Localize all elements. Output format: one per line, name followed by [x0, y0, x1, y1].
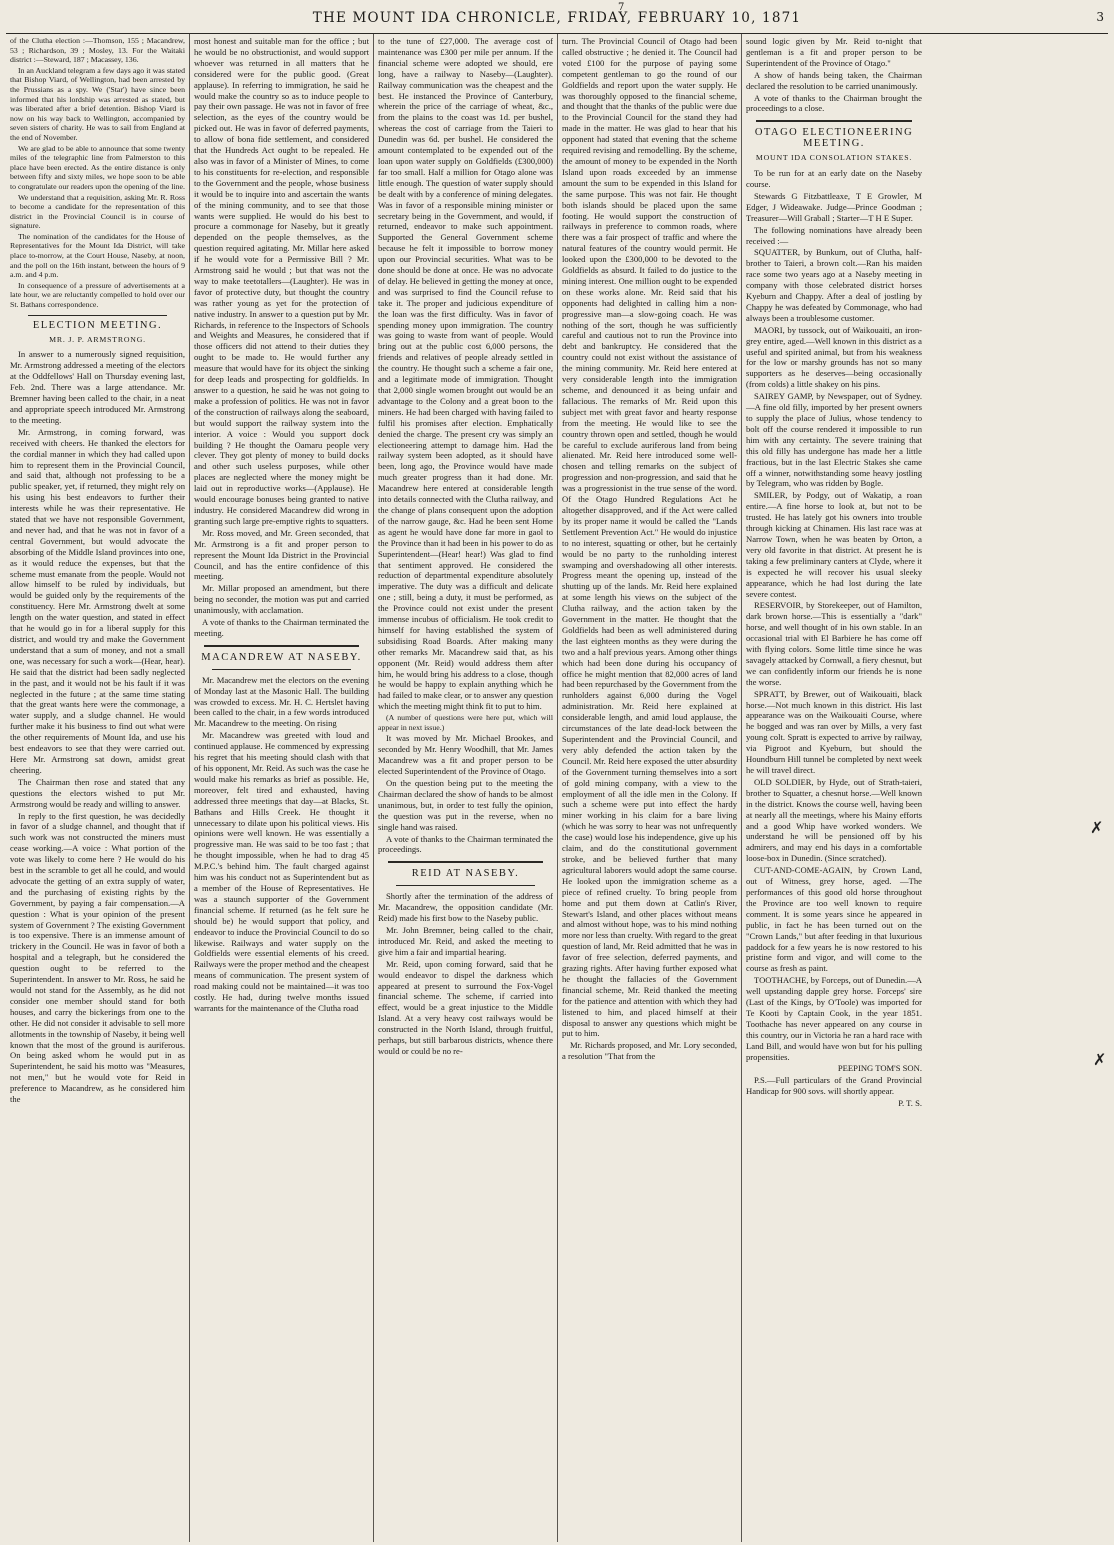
section-heading: OTAGO ELECTIONEERING MEETING.: [754, 127, 914, 150]
paragraph: A vote of thanks to the Chairman terminated the proceedings.: [378, 833, 553, 855]
divider: [396, 885, 535, 886]
divider: [756, 120, 912, 122]
paragraph: Mr. Macandrew met the electors on the evening of Monday last at the Masonic Hall. The building was crowded to excess. Mr. H. C. Hertslet having been called to the chair, in a few words introduced Mr. Macandrew to the meeting. On rising: [194, 674, 369, 729]
entry-cut-and-come-again: CUT-AND-COME-AGAIN, by Crown Land, out of Witness, grey horse, aged. —The performances of this good old horse throughout the Province are too well known to require comment. It is some years since he appeared in public, in fact he has been turned out on the "Crown Lands," but after feeding in that luxurious paddock for a few years he is now restored to his pristine form and vigor, and will come to the course as fresh as paint.: [746, 865, 922, 974]
paragraph: A vote of thanks to the Chairman terminated the meeting.: [194, 617, 369, 638]
paragraph: In an Auckland telegram a few days ago it was stated that Bishop Viard, of Wellington, had been arrested by the Prussians as a spy. We ('Star') have since been informed that his lordship was arrested as stated, but was liberated after a brief detention. Bishop Viard is now on his way back to Wellington, accompanied by seven sisters of charity. He was to sail from England at the end of November.: [10, 65, 185, 142]
paragraph: Stewards G Fitzbattleaxe, T E Growler, M Edger, J Wideawake. Judge—Prince Goodman ; Treasurer—Will Graball ; Starter—T H E Super.: [746, 190, 922, 223]
postscript: P.S.—Full particulars of the Grand Provincial Handicap for 900 sovs. will shortly appear.: [746, 1075, 922, 1097]
paragraph: It was moved by Mr. Michael Brookes, and seconded by Mr. Henry Woodhill, that Mr. James Macandrew was a fit and proper person to be elected Superintendent of the Province of Otago.: [378, 733, 553, 777]
divider: [204, 645, 359, 647]
page-number: 3: [1096, 10, 1104, 24]
column-1: [6, 34, 190, 1542]
section-heading: REID AT NASEBY.: [411, 868, 520, 880]
signature: PEEPING TOM'S SON.: [837, 1063, 922, 1074]
paragraph: The following nominations have already been received :—: [746, 224, 922, 246]
paragraph: The nomination of the candidates for the House of Representatives for the Mount Ida District, will take place to-morrow, at the Court House, Naseby, at noon, and the poll on the 16th instant, between the hours of 9 a.m. and 4 p.m.: [10, 231, 185, 280]
editorial-note: (A number of questions were here put, which will appear in next issue.): [378, 713, 553, 732]
column-3: [374, 34, 558, 1542]
entry-smiler: SMILER, by Podgy, out of Wakatip, a roan entire.—A fine horse to look at, but not to be trusted. He has lately got his owners into trouble through kicking at Chinamen. His last race was at Narrow Town, when he was beaten by Orton, a very old favorite in that district. At present he is taking a few preliminary canters at Clyde, where it is expected he will recover his usual sleeky appearance, which he had lost during the late severe contest.: [746, 490, 922, 599]
column-5: [742, 34, 926, 1542]
paragraph: most honest and suitable man for the office ; but he would be no obstructionist, and would support whoever was returned in all matters that he considered were for the public good. (Great applause). In referring to immigration, he said he would make the country so as to induce people to pay their own passage. He was not in favor of free selection, as the eyes of the country would be picked out. He was in favor of deferred payments, to allow of bona fide settlement, and considered that the Hundreds Act ought to be repealed. He also was in favor of a Minister of Mines, to come to his constituents for re-election, and responsible to the Government and the people, whose business it would be to inquire into and ascertain the wants of the mining community, and to see that those wants were supplied. He would do his best to procure a commonage for Naseby, but it greatly depended on the people themselves, as the question required agitating. Mr. Millar here asked if he would vote for a Permissive Bill ? Mr. Armstrong said he would ; but that was not the way to make teetotallers—(Laughter). He was in favor of protective duty, but thought the country was rather young as yet for the protection of native industry. In answer to a question put by Mr. Richards, in reference to the Inspectors of Schools and Weights and Measures, he considered that if those officers did not attend to their duties they ought to be made to. He would further any measure that would have for its object the sinking for deep leads and prospecting for goldfields. In answer to a question, he said he was not going to make a profession of politics. He was not in favor of the construction of railways along the seaboard, but would support the railway system into the interior. A voice : Would you support dock building ? He thought the Oamaru people very clever. They got plenty of money to build docks and other such useless purposes, while other places are neglected where the money might be laid out in reproductive works—(Applause). He would encourage bonuses being granted to native industry. He considered Macandrew did wrong in granting such large pre-emptive rights to squatters.: [194, 36, 369, 526]
paragraph: Mr. Millar proposed an amendment, but there being no seconder, the motion was put and carried unanimously, with acclamation.: [194, 583, 369, 616]
paragraph: The Chairman then rose and stated that any questions the electors wished to put Mr. Armstrong would be ready and willing to answer.: [10, 776, 185, 809]
paragraph: Mr. Ross moved, and Mr. Green seconded, that Mr. Armstrong is a fit and proper person to represent the Mount Ida District in the Provincial Council, and has the entire confidence of this meeting.: [194, 527, 369, 582]
section-subheading: MOUNT IDA CONSOLATION STAKES.: [755, 153, 913, 163]
column-2: [190, 34, 374, 1542]
paragraph: In reply to the first question, he was decidedly in favor of a sludge channel, and thought that if such work was not constructed the miners must cease working.—A voice : What portion of the vote was likely to come here ? He would do his best in the scramble to get all he could, and would advocate the getting of an extra supply of water, and the purchasing of existing rights by the Government, by paying a fair compensation.—A question : What is your opinion of the present system of Government ? The existing Government is too expensive. There is an immense amount of trickery in the Council. He was in favor of both a hospital and a telegraph, but he considered the question ought to be referred to the Superintendent. In answer to Mr. Ross, he said he would not stand for the Assembly, as he did not consider one member should stand for both houses, and carry the bickerings from one to the other. He did not consider it advisable to sell more allotments in the township of Naseby, it being well known that the most of the ground is auriferous. On being asked whom he would put in as Superintendent, he said his motto was "Measures, not men," but he would vote for Reid in preference to Macandrew, as he considered him the: [10, 810, 185, 1105]
paragraph: A show of hands being taken, the Chairman declared the resolution to be carried unanimously.: [746, 69, 922, 91]
paragraph: Mr. Richards proposed, and Mr. Lory seconded, a resolution "That from the: [562, 1040, 737, 1062]
divider: [388, 861, 543, 863]
paragraph: turn. The Provincial Council of Otago had been called obstructive ; he denied it. The Council had voted £100 for the purpose of paying some competent gentleman to go the round of our Goldfields and report upon the water supply. He was thoroughly opposed to the financial scheme, and thought that the thanks of the public were due to the Provincial Council for the stand they had made in the matter. He was glad to hear that his opponent had stated that evening that the scheme required revising and remodelling. By the scheme, the amount of money to be expended in the North Island upon roads exceeded by an immense amount the sum to be expended in this Island for the same purpose. This was not fair. He thought both islands should be placed upon the same footing. He would support the construction of railways in preference to common roads, where there was a fair prospect of traffic and where the natural features of the country would permit. He looked upon the £300,000 to be devoted to the Goldfields as absurd. It failed to do justice to the mining interest. One million ought to be expended on these works alone. Mr. Reid said that his opponents had delighted in calling him a non-progressive man—a slow-going coach. He was nothing of the sort, though he was sufficiently careful and cautious not to run the Province into debt and bankruptcy. He considered that the country could not exist without the assistance of the mining community. Mr. Reid here entered at very considerable length into the immigration scheme, and denounced it as being unfair and fallacious. The remarks of Mr. Reid upon this subject met with great favor and hearty response from the meeting. He would like to see the country thrown open and settled, though he would be careful to exclude auriferous land from being alienated. Mr. Reid here introduced some well-chosen and telling remarks on the subject of progression and non-progression, and said that he was a progressionist in the true sense of the word. Of the Otago Hundred Regulations Act he altogether disapproved, and if the Act were called by its proper name it would be called the "Lands Settlement Prevention Act." He would do injustice to no interest, squatting or other, but he certainly would be no party to the runholding interest swamping and overshadowing all other interests. Progress meant the opening up, instead of the shutting up of the lands. Mr. Reid here explained at some length his views on the subject of the Clutha railway, and the action taken by the Government in the matter. He thought that the Goldfields had been as well administered during the last eighteen months as they were during the two and a half previous years. Among other things which had been done during his occupancy of office he might mention that 82,000 acres of land had been repurchased by the Government from the runholders against 6,000 during the Vogel administration. Mr. Reid here explained at considerable length, and amid loud applause, the circumstances of the late dead-lock between the Superintendent and the Provincial Council, and very ably defended the action taken by the Council. Mr. Reid here exposed the utter absurdity of the Government turning themselves into a sort of gold mining company, with a view to the employment of all the idle men in the Colony. If such a scheme were put into effect the hardy miner working in his claim for a bare living (which he was sorry to hear was not unfrequently the case) would lose his independence, give up his claim, and do the constitutional government stroke, and be believed further that many agricultural laborers would adopt the same course. He looked upon the immigration scheme as a piece of refined cruelty. To bring people from home and put them down at Catlin's River, Stewart's Island, and other places without means and almost without hope, was to his mind nothing more nor less than cruelty. With regard to the great question of land, Mr. Reid admitted that he was in favor of free selection, deferred payments, and grazing rights. After having further exposed what he thought the fallacies of the Government financial scheme, Mr. Reid thanked the meeting for the patience and attention with which they had listened to him, and placed himself at their disposal to answer any questions which might be put to him.: [562, 36, 737, 1039]
paragraph: Shortly after the termination of the address of Mr. Macandrew, the opposition candidate (Mr. Reid) made his first bow to the Naseby public.: [378, 891, 553, 924]
paragraph: A vote of thanks to the Chairman brought the proceedings to a close.: [746, 92, 922, 114]
section-heading: ELECTION MEETING.: [32, 319, 163, 331]
entry-old-soldier: OLD SOLDIER, by Hyde, out of Strath-taieri, brother to Squatter, a chesnut horse.—Well known in the district. Knows the course well, having been at nearly all the meetings, where his Mainy efforts and a good Whip have worked wonders. We understand he will be pensioned off by his admirers, and may end his days in a comfortable loose-box in Dunedin. (Since scratched).: [746, 776, 922, 864]
masthead: [6, 4, 1108, 34]
paragraph: Mr. Armstrong, in coming forward, was received with cheers. He thanked the electors for the cordial manner in which they had called upon him to represent them in the Provincial Council, and said that, although not professing to be a public speaker, yet, if returned, they might rely on his using his best endeavors to further their interests while he was their representative. He stated that we have not responsible Government, and never had, and that he was not in favor of a central Government, but would advocate the absorbing of the Middle Island provinces into one, as it would reduce the expenses, but that the scheme must emanate from the people. Would not allow himself to be ruled by individuals, but would be guided only by the requirements of the constituency. Here Mr. Armstrong dwelt at some length on the water question, and stated in effect that he would go in for a liberal supply for this district, and would try and make the Government understand that a sum of money, and not a small one, was necessary for such a work—(Hear, hear). He said that the district had been sadly neglected in the past, and it would not be his fault if it was neglected in the future ; at the same time stating that the great wants here were the commonage, a water supply, and a sludge channel. He would further make it his business to find out what were the other requirements of Mount Ida, and use his best endeavors to see that they were carried out. Here Mr. Armstrong sat down, amidst great cheering.: [10, 426, 185, 775]
paragraph: In consequence of a pressure of advertisements at a late hour, we are reluctantly compelled to hold over our St. Bathans correspondence.: [10, 280, 185, 310]
paragraph: We understand that a requisition, asking Mr. R. Ross to become a candidate for the representation of this district in the Provincial Council is in course of signature.: [10, 192, 185, 231]
paragraph: To be run for at an early date on the Naseby course.: [746, 168, 922, 189]
entry-reservoir: RESERVOIR, by Storekeeper, out of Hamilton, dark brown horse.—This is essentially a "dark" horse, and well thought of in his own stable. In an occasional trial with El Barbiere he has come off with flying colors. Some little time since he was savagely attacked by Cornwall, a fiery chesnut, but we can confidently inform our friends he is none the worse.: [746, 600, 922, 687]
entry-squatter: SQUATTER, by Bunkum, out of Clutha, half-brother to Taieri, a brown colt.—Ran his maiden race some two years ago at a Naseby meeting in company with those celebrated district horses Kyeburn and Chappy. After a deal of jostling by Chappy he was defeated by Commonage, who had always been a troublesome customer.: [746, 247, 922, 323]
paragraph: In answer to a numerously signed requisition, Mr. Armstrong addressed a meeting of the electors at the Oddfellows' Hall on Thursday evening last, Feb. 2nd. There was a large attendance. Mr. Bremner having been called to the chair, in a neat and appropriate speech introduced Mr. Armstrong to the meeting.: [10, 349, 185, 425]
paragraph: Mr. Macandrew was greeted with loud and continued applause. He commenced by expressing his regret that his meeting should clash with that of his opponent, Mr. Reid. As such was the case he would make his remarks as brief as possible. He, moreover, felt tired and exhausted, having addressed three meetings that day—at Blacks, St. Bathans and Hills Creek. He thought it unnecessary to dilate upon his political views. His opinions were well known. He was essentially a progressive man. He was said to be too fast ; that he thought impossible, when he had to drag 45 M.P.C.'s behind him. The fault charged against him was his conduct not as Superintendent but as a member of the House of Representatives. He was a staunch supporter of the Government financial scheme. If returned (as he felt sure he should be) he would support that policy, and endeavor to induce the Provincial Council to do so likewise. Railways and water supply on the Goldfields were essential elements of his creed. Railways were the proper method and the cheapest means of communication. The present system of road making could not be maintained—it was too costly. He had, during twelve months issued warrants for the maintenance of the Clutha road: [194, 730, 369, 1013]
paragraph: On the question being put to the meeting the Chairman declared the show of hands to be almost unanimous, but, in order to test fully the opinion, the question was put in the reverse, when no single hand was raised.: [378, 778, 553, 832]
columns: [6, 34, 1108, 1542]
paragraph: Mr. John Bremner, being called to the chair, introduced Mr. Reid, and asked the meeting to give him a fair and impartial hearing.: [378, 924, 553, 957]
page-mark: 7: [618, 2, 625, 13]
handwritten-mark-icon: ✗: [1090, 818, 1104, 837]
postscript-signature: P. T. S.: [898, 1098, 922, 1109]
handwritten-mark-icon: ✗: [1093, 1050, 1107, 1069]
entry-toothache: TOOTHACHE, by Forceps, out of Dunedin.—A well upstanding dapple grey horse. Forceps' sire (Last of the Kings, by O'Toole) was imported for Te Kooti by Captain Cook, in the year 1851. Toothache has never appeared on any course in this country, our in Victoria he ran a hard race with Land Bill, and would have won but for his pulling propensities.: [746, 975, 922, 1062]
entry-sairey-gamp: SAIREY GAMP, by Newspaper, out of Sydney.—A fine old filly, imported by her present owners to supply the place of Julius, whose tendency to bolt off the course rendered it impossible to run him with any certainty. The severe training that this old filly has undergone has made her a little fractious, but in the last Electric Stakes she came off a winner, notwithstanding some heavy jostling by Telegram, who was ridden by Bogle.: [746, 391, 922, 489]
paragraph: to the tune of £27,000. The average cost of maintenance was £300 per mile per annum. If the financial scheme were adopted we should, ere long, have a railway to Naseby—(Laughter). Railway communication was the cheapest and the best. He instanced the Province of Canterbury, wherein the price of the carriage of wheat, &c., from the plains to the coast was 1d. per bushel, whereas the cost of carriage from the Taieri to Dunedin was 6d. per bushel. He considered the amount contemplated to be expended out of the loan upon water supply on Goldfields (£300,000) far too small. Half a million for Otago alone was little enough. The question of water supply should be dealt with by a conference of mining delegates. Was in favor of a responsible mining minister or secretary being in the Government, and would, if returned, endeavor to make such appointment. Supported the General Government scheme because he felt it impossible to borrow money upon our Provincial securities. What was to be done should be done at once. He was no advocate of delay. He believed in getting the money at once, and was surprised to find the Council refuse to take it. The proper and judicious expenditure of the loan was the first difficulty. Was in favor of spending money upon immigration. The country was going to waste from want of people. Would bring out at the public cost 6,000 persons, the friends and relatives of people already settled in the country. He thought such a scheme a fair one, and a legitimate mode of immigration. Thought that 2,000 single women brought out would be an advantage to the Colony and a great boon to the miners. He had been charged with having failed to fulfil his promises after election. Emphatically denied the charge. The present cry was simply an electioneering attempt to damage him. Had the railway system been adopted, as it should have been, long ago, the Province would have made much greater progress than it had done. Mr. Macandrew here entered at considerable length into details connected with the Clutha railway, and the change of plans consequent upon the adoption of the narrow gauge, &c. Had he been sent Home as agent he would have done far more in gaol to the Province than it had been in his power to do as Superintendent—(Hear! hear!) Was glad to find that sentiment approved. He considered the reduction of departmental expenditure absolutely imperative. The duty was a difficult and delicate one ; still, being a duty, it must be performed, as the Province could not exist under the present immense incubus of officialism. He took credit to himself for having established the system of subsidising Road Boards. After making many other remarks Mr. Macandrew said that, as his opponent (Mr. Reid) would address them after him, he would bring his address to a close, though he would be happy to explain anything which he had failed to make clear, or to answer any question which the meeting might think fit to put to him.: [378, 36, 553, 712]
entry-spratt: SPRATT, by Brewer, out of Waikouaiti, black horse.—Not much known in this district. His last appearance was on the Waikouaiti Course, where he bogged and was ran over by Mills, a very fast young colt. Spratt is expected to arrive by railway, via Pigroot and Kyeburn, but should the Houndburn Hill tunnel be completed by next week he will travel direct.: [746, 688, 922, 775]
divider: [28, 315, 167, 316]
newspaper-title: THE MOUNT IDA CHRONICLE, FRIDAY, FEBRUARY 10, 1871: [312, 10, 802, 26]
paragraph: of the Clutha election :—Thomson, 155 ; Macandrew, 53 ; Richardson, 39 ; Mosley, 13. For the Waitaki district :—Steward, 187 ; Macassey, 136.: [10, 36, 185, 65]
divider: [212, 669, 351, 670]
section-heading: MACANDREW AT NASEBY.: [201, 651, 362, 663]
section-subheading: MR. J. P. ARMSTRONG.: [49, 334, 146, 344]
paragraph: Mr. Reid, upon coming forward, said that he would endeavor to dispel the darkness which appeared at present to surround the Fox-Vogel financial scheme. The scheme, if carried into effect, would be a great injustice to the Middle Island. At a very heavy cost railways would be constructed in the North Island, through fruitful, perhaps, but still barbarous districts, whence there would or could be no re-: [378, 958, 553, 1056]
paragraph: We are glad to be able to announce that some twenty miles of the telegraphic line from Palmerston to this place have been erected. As the entire distance is only between fifty and sixty miles, we hope soon to be able to congratulate our readers upon the opening of the line.: [10, 143, 185, 191]
column-4: [558, 34, 742, 1542]
entry-maori: MAORI, by tussock, out of Waikouaiti, an iron-grey entire, aged.—Well known in this district as a useful and spirited animal, but from his weakness for the low or marshy grounds has not so many supporters as he deserves—being occasionally (from colds) a little shakey on his pins.: [746, 324, 922, 390]
paragraph: sound logic given by Mr. Reid to-night that gentleman is a fit and proper person to be Superintendent of the Province of Otago.": [746, 36, 922, 68]
